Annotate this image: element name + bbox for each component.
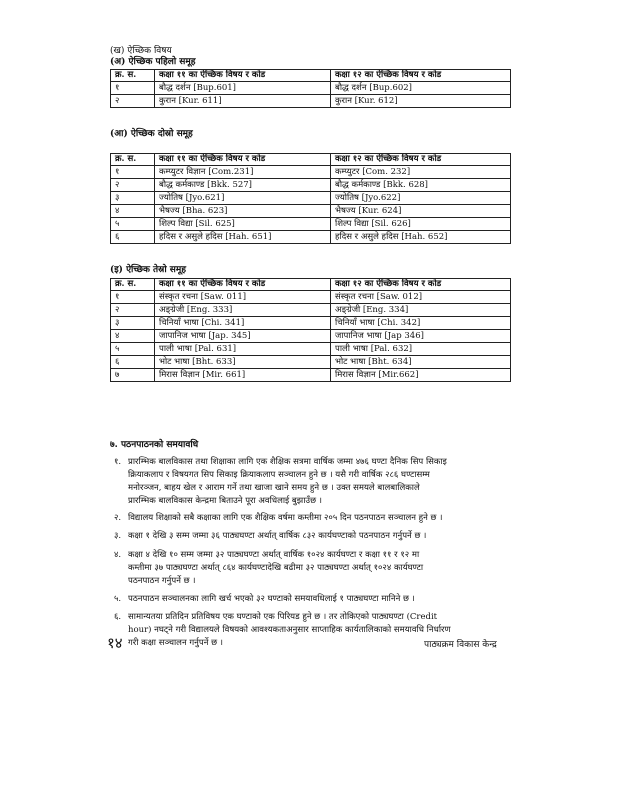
table-cell: चिनियाँ भाषा [Chi. 342]: [331, 317, 511, 330]
header-cell: कक्षा १२ का ऐच्छिक विषय र कोड: [331, 154, 511, 166]
table-cell: भैषज्य [Kur. 624]: [331, 205, 511, 218]
table-row: [111, 369, 511, 382]
list-number: ५.: [114, 594, 122, 604]
table-cell: १: [111, 291, 155, 304]
table-cell: भोट भाषा [Bht. 634]: [331, 356, 511, 369]
table-cell: पाली भाषा [Pal. 631]: [155, 343, 331, 356]
list-item: [114, 530, 513, 543]
table-cell: ५: [111, 218, 155, 231]
paragraph-line: कम्तीमा ३७ पाठ्यघण्टा अर्थात् ८६४ कार्यघण्टादेखि बढीमा ३२ पाठ्यघण्टा अर्थात् १०२४ कार्यघण्टा: [128, 563, 424, 573]
header-cell: कक्षा ११ का ऐच्छिक विषय र कोड: [155, 70, 331, 82]
list-item: [114, 549, 513, 588]
header-cell: क्र. स.: [111, 154, 155, 166]
header-cell: क्र. स.: [111, 279, 155, 291]
table-header-row: [111, 70, 511, 82]
table-cell: ५: [111, 343, 155, 356]
table-row: [111, 343, 511, 356]
table-cell: ज्योतिष [Jyo.621]: [155, 192, 331, 205]
elective-table-group-1: [110, 69, 511, 108]
table-cell: ३: [111, 317, 155, 330]
paragraph-line: hour) नघट्ने गरी विद्यालयले विषयको आवश्यकताअनुसार साप्ताहिक कार्यतालिकाको समयावधि निर्धारण: [128, 625, 451, 635]
table-cell: २: [111, 304, 155, 317]
table-cell: अङ्ग्रेजी [Eng. 333]: [155, 304, 331, 317]
table-cell: १: [111, 82, 155, 95]
table-cell: कुरान [Kur. 612]: [331, 95, 511, 108]
table-cell: बौद्ध दर्शन [Bup.601]: [155, 82, 331, 95]
table-row: [111, 231, 511, 244]
elective-table-group-3: [110, 278, 511, 382]
list-number: २.: [114, 513, 122, 523]
table-cell: जापानिज भाषा [Jap. 345]: [155, 330, 331, 343]
table-cell: २: [111, 95, 155, 108]
table-cell: भैषज्य [Bha. 623]: [155, 205, 331, 218]
table-cell: ६: [111, 231, 155, 244]
table-cell: कम्प्युटर [Com. 232]: [331, 166, 511, 179]
section-title-elective: (ख) ऐच्छिक विषय: [110, 46, 172, 56]
paragraph-line: गरी कक्षा सञ्चालन गर्नुपर्ने छ ।: [128, 638, 223, 648]
table-cell: शिल्प विद्या [Sil. 625]: [155, 218, 331, 231]
table-row: [111, 192, 511, 205]
table-cell: कम्प्युटर विज्ञान [Com.231]: [155, 166, 331, 179]
table-row: [111, 317, 511, 330]
table-cell: जापानिज भाषा [Jap 346]: [331, 330, 511, 343]
paragraph-line: मनोरञ्जन, बाहय खेल र आराम गर्ने तथा खाजा खाने समय हुने छ । उक्त समयले बालबालिकाले: [128, 483, 420, 493]
table-cell: हदिस र असुले हदिस [Hah. 651]: [155, 231, 331, 244]
paragraph-line: प्रारम्भिक बालविकास केन्द्रमा बिताउने पूरा अवधिलाई बुझाउँछ ।: [128, 496, 322, 506]
list-item: [114, 512, 513, 525]
list-number: ३.: [114, 531, 122, 541]
table-cell: ४: [111, 205, 155, 218]
table-cell: ३: [111, 192, 155, 205]
paragraph-line: पठनपाठन गर्नुपर्ने छ ।: [128, 576, 196, 586]
table-cell: २: [111, 179, 155, 192]
table-cell: १: [111, 166, 155, 179]
list-number: ४.: [114, 550, 122, 560]
table-header-row: [111, 154, 511, 166]
group-title: (आ) ऐच्छिक दोस्रो समूह: [110, 129, 193, 139]
table-cell: हदिस र असुले हदिस [Hah. 652]: [331, 231, 511, 244]
header-cell: क्र. स.: [111, 70, 155, 82]
header-cell: कक्षा १२ का ऐच्छिक विषय र कोड: [331, 279, 511, 291]
table-cell: ६: [111, 356, 155, 369]
header-cell: कक्षा ११ का ऐच्छिक विषय र कोड: [155, 154, 331, 166]
paragraph-line: विद्यालय शिक्षाको सबै कक्षाका लागि एक शैक्षिक वर्षमा कम्तीमा २०५ दिन पठनपाठन सञ्चालन हुने छ ।: [128, 513, 443, 523]
table-cell: चिनियाँ भाषा [Chi. 341]: [155, 317, 331, 330]
table-cell: कुरान [Kur. 611]: [155, 95, 331, 108]
section-heading-time: ७. पठनपाठनको समयावधि: [110, 440, 199, 450]
table-cell: संस्कृत रचना [Saw. 011]: [155, 291, 331, 304]
table-row: [111, 291, 511, 304]
table-row: [111, 356, 511, 369]
footer-organization: पाठ्यक्रम विकास केन्द्र: [424, 640, 497, 650]
table-row: [111, 205, 511, 218]
paragraph-line: क्रियाकलाप र विषयगत सिप सिकाइ क्रियाकलाप सञ्चालन हुने छ । यसै गरी वार्षिक २८६ घण्टासम्म: [128, 470, 430, 480]
table-cell: ज्योतिष [Jyo.622]: [331, 192, 511, 205]
table-cell: मिरास विज्ञान [Mir.662]: [331, 369, 511, 382]
table-cell: ७: [111, 369, 155, 382]
list-item: [114, 593, 513, 606]
table-cell: बौद्ध दर्शन [Bup.602]: [331, 82, 511, 95]
page-number: १४: [107, 634, 123, 652]
table-cell: मिरास विज्ञान [Mir. 661]: [155, 369, 331, 382]
list-item: [114, 456, 513, 508]
table-cell: शिल्प विद्या [Sil. 626]: [331, 218, 511, 231]
table-row: [111, 218, 511, 231]
header-cell: कक्षा १२ का ऐच्छिक विषय र कोड: [331, 70, 511, 82]
paragraph-line: पठनपाठन सञ्चालनका लागि खर्च भएको ३२ घण्टाको समयावधिलाई १ पाठ्यघण्टा मानिने छ ।: [128, 594, 415, 604]
table-cell: बौद्ध कर्मकाण्ड [Bkk. 527]: [155, 179, 331, 192]
group-title: (अ) ऐच्छिक पहिलो समूह: [110, 57, 196, 67]
group-title: (इ) ऐच्छिक तेस्रो समूह: [110, 265, 187, 275]
table-cell: बौद्ध कर्मकाण्ड [Bkk. 628]: [331, 179, 511, 192]
table-cell: अङ्ग्रेजी [Eng. 334]: [331, 304, 511, 317]
table-row: [111, 95, 511, 108]
table-row: [111, 179, 511, 192]
paragraph-line: कक्षा ४ देखि १० सम्म जम्मा ३२ पाठ्यघण्टा अर्थात् वार्षिक १०२४ कार्यघण्टा र कक्षा ११ र १२ मा: [128, 550, 420, 560]
paragraph-line: प्रारम्भिक बालविकास तथा शिक्षाका लागि एक शैक्षिक सत्रमा वार्षिक जम्मा ४७६ घण्टा दैनिक सिप सिकाइ: [128, 457, 447, 467]
list-number: १.: [114, 457, 122, 467]
table-cell: भोट भाषा [Bht. 633]: [155, 356, 331, 369]
table-cell: पाली भाषा [Pal. 632]: [331, 343, 511, 356]
paragraph-line: कक्षा १ देखि ३ सम्म जम्मा ३६ पाठ्यघण्टा अर्थात् वार्षिक ८३२ कार्यघण्टाको पठनपाठन गर्नुपर्ने छ ।: [128, 531, 427, 541]
table-cell: ४: [111, 330, 155, 343]
table-row: [111, 330, 511, 343]
elective-table-group-2: [110, 153, 511, 244]
table-row: [111, 82, 511, 95]
table-row: [111, 166, 511, 179]
table-row: [111, 304, 511, 317]
list-number: ६.: [114, 612, 122, 622]
paragraph-line: सामान्यतया प्रतिदिन प्रतिविषय एक घण्टाको एक पिरियड हुने छ । तर तोकिएको पाठ्यघण्टा (Credit: [128, 612, 438, 622]
header-cell: कक्षा ११ का ऐच्छिक विषय र कोड: [155, 279, 331, 291]
table-header-row: [111, 279, 511, 291]
table-cell: संस्कृत रचना [Saw. 012]: [331, 291, 511, 304]
